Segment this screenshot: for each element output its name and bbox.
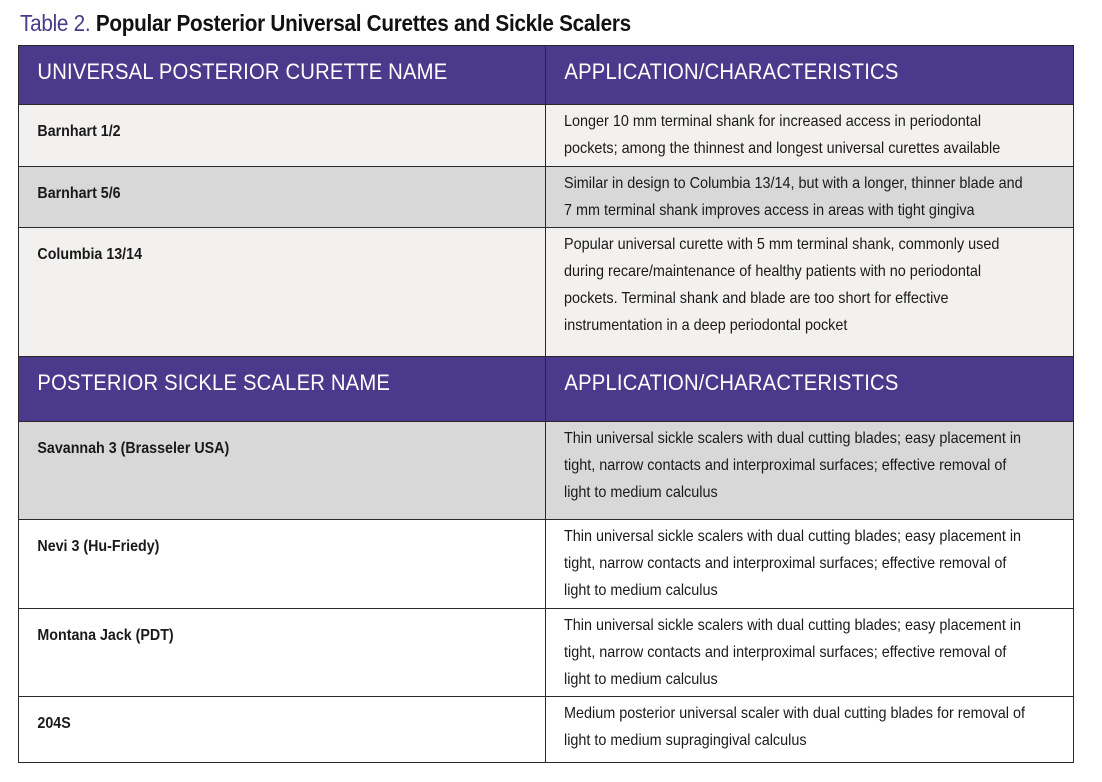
instrument-name: Columbia 13/14 [19, 228, 546, 357]
curette-name-header: UNIVERSAL POSTERIOR CURETTE NAME [19, 46, 546, 105]
table-row [19, 105, 1074, 167]
instrument-table [18, 45, 1074, 763]
table-row [19, 609, 1074, 697]
sickle-header-row [19, 357, 1074, 422]
table-title-text: Popular Posterior Universal Curettes and Sickle Scalers [95, 10, 631, 36]
instrument-description: Popular universal curette with 5 mm terminal shank, commonly used during recare/maintenance of healthy patients with no periodontal pockets. Terminal shank and blade are too short for effective instrumentation in a deep periodontal pocket [546, 228, 1074, 357]
instrument-description: Longer 10 mm terminal shank for increased access in periodontal pockets; among the thinnest and longest universal curettes available [546, 105, 1074, 167]
instrument-name: Montana Jack (PDT) [19, 609, 546, 697]
instrument-description: Thin universal sickle scalers with dual cutting blades; easy placement in tight, narrow contacts and interproximal surfaces; effective removal of light to medium calculus [546, 520, 1074, 609]
table-label: Table 2. [20, 10, 91, 36]
sickle-name-header: POSTERIOR SICKLE SCALER NAME [19, 357, 546, 422]
instrument-name: Nevi 3 (Hu-Friedy) [19, 520, 546, 609]
table-row [19, 697, 1074, 763]
instrument-name: Barnhart 1/2 [19, 105, 546, 167]
instrument-description: Similar in design to Columbia 13/14, but with a longer, thinner blade and 7 mm terminal shank improves access in areas with tight gingiva [546, 167, 1074, 228]
curette-header-row [19, 46, 1074, 105]
table-title [20, 10, 631, 37]
curette-application-header: APPLICATION/CHARACTERISTICS [546, 46, 1074, 105]
instrument-description: Thin universal sickle scalers with dual cutting blades; easy placement in tight, narrow contacts and interproximal surfaces; effective removal of light to medium calculus [546, 422, 1074, 520]
instrument-name: Barnhart 5/6 [19, 167, 546, 228]
table-row [19, 228, 1074, 357]
table-row [19, 422, 1074, 520]
sickle-application-header: APPLICATION/CHARACTERISTICS [546, 357, 1074, 422]
instrument-description: Medium posterior universal scaler with dual cutting blades for removal of light to medium supragingival calculus [546, 697, 1074, 763]
table-row [19, 167, 1074, 228]
instrument-description: Thin universal sickle scalers with dual cutting blades; easy placement in tight, narrow contacts and interproximal surfaces; effective removal of light to medium calculus [546, 609, 1074, 697]
instrument-name: 204S [19, 697, 546, 763]
instrument-name: Savannah 3 (Brasseler USA) [19, 422, 546, 520]
table-row [19, 520, 1074, 609]
